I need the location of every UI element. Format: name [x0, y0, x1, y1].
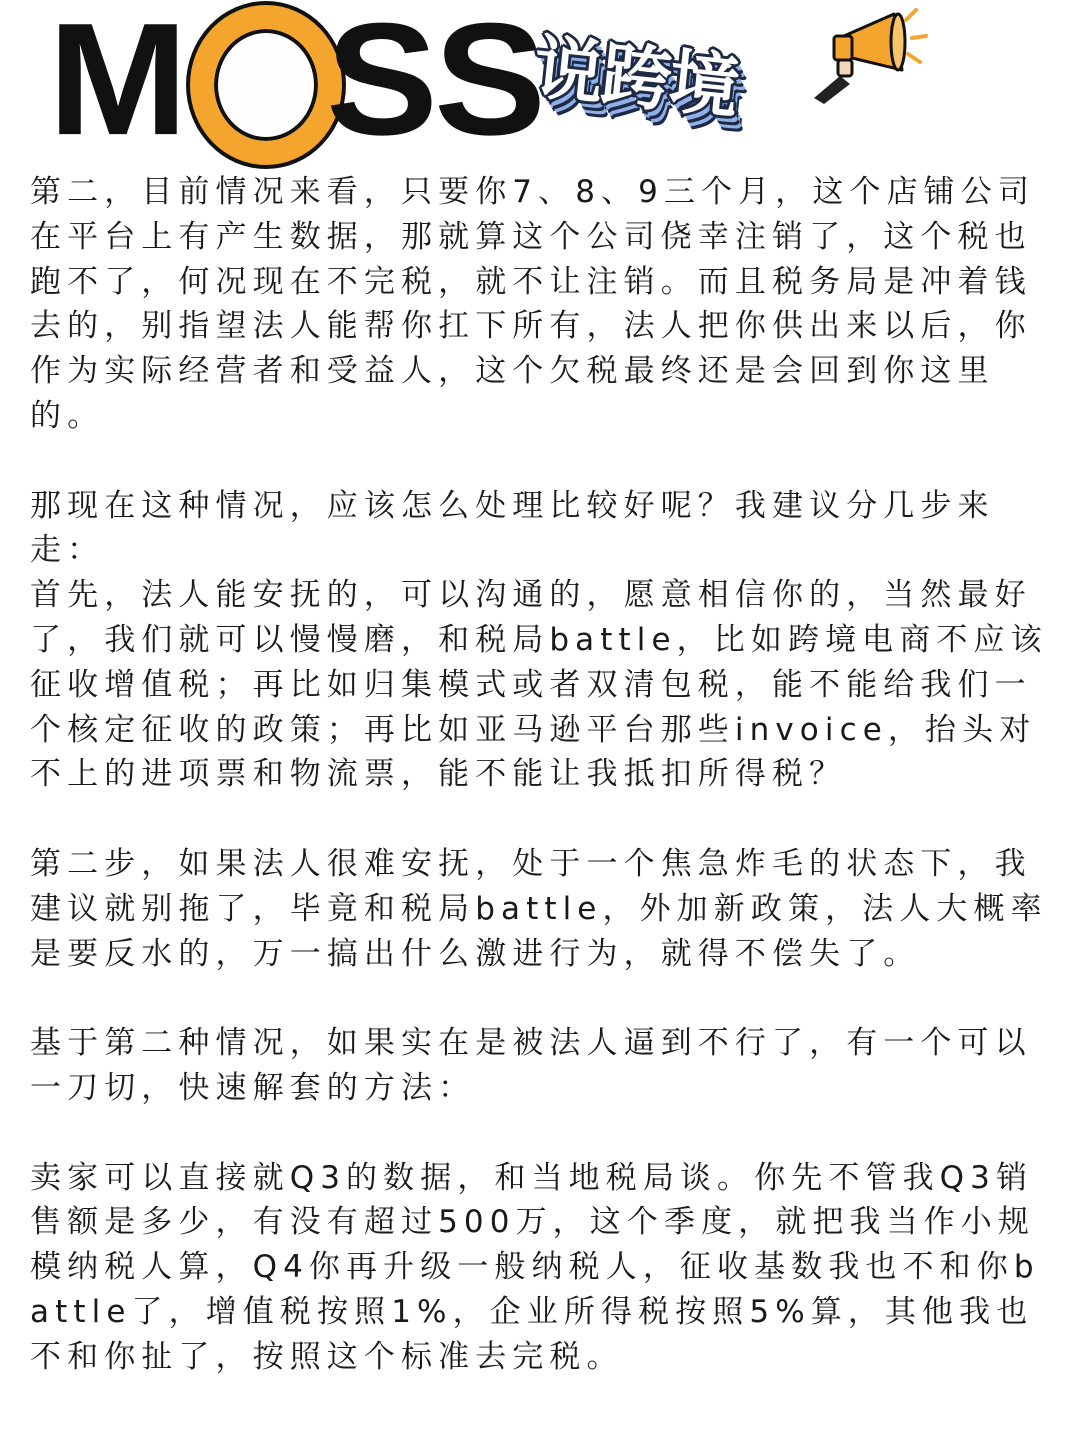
logo-letter-s1: S — [325, 0, 435, 169]
moss-logo — [48, 0, 543, 169]
logo-letter-m: M — [48, 0, 184, 169]
paragraph-6: 卖家可以直接就Q3的数据，和当地税局谈。你先不管我Q3销售额是多少，有没有超过500万，这个季度，就把我当作小规模纳税人算，Q4你再升级一般纳税人，征收基数我也不和你battle了，增值税按照1%，企业所得税按照5%算，其他我也不和你扯了，按照这个标准去完税。 — [30, 1159, 1040, 1375]
paragraph-2: 那现在这种情况，应该怎么处理比较好呢？我建议分几步来走： — [30, 487, 995, 569]
logo-o-glyph — [190, 5, 320, 153]
logo-letter-o — [190, 5, 320, 153]
tagline: 说跨境 — [529, 26, 742, 130]
article-body — [30, 170, 1050, 1380]
logo-letter-s2: S — [434, 0, 543, 169]
paragraph-3: 首先，法人能安抚的，可以沟通的，愿意相信你的，当然最好了，我们就可以慢慢磨，和税局battle，比如跨境电商不应该征收增值税；再比如归集模式或者双清包税，能不能给我们一个核定征收的政策；再比如亚马逊平台那些invoice，抬头对不上的进项票和物流票，能不能让我抵扣所得税？ — [30, 577, 1048, 793]
paragraph-1: 第二，目前情况来看，只要你7、8、9三个月，这个店铺公司在平台上有产生数据，那就算这个公司侥幸注销了，这个税也跑不了，何况现在不完税，就不让注销。而且税务局是冲着钱去的，别指望法人能帮你扛下所有，法人把你供出来以后，你作为实际经营者和受益人，这个欠税最终还是会回到你这里的。 — [30, 174, 1035, 434]
megaphone-icon — [808, 6, 928, 106]
paragraph-5: 基于第二种情况，如果实在是被法人逼到不行了，有一个可以一刀切，快速解套的方法： — [30, 1025, 1032, 1106]
header — [0, 0, 1080, 169]
paragraph-4: 第二步，如果法人很难安抚，处于一个焦急炸毛的状态下，我建议就别拖了，毕竟和税局battle，外加新政策，法人大概率是要反水的，万一搞出什么激进行为，就得不偿失了。 — [30, 845, 1048, 972]
